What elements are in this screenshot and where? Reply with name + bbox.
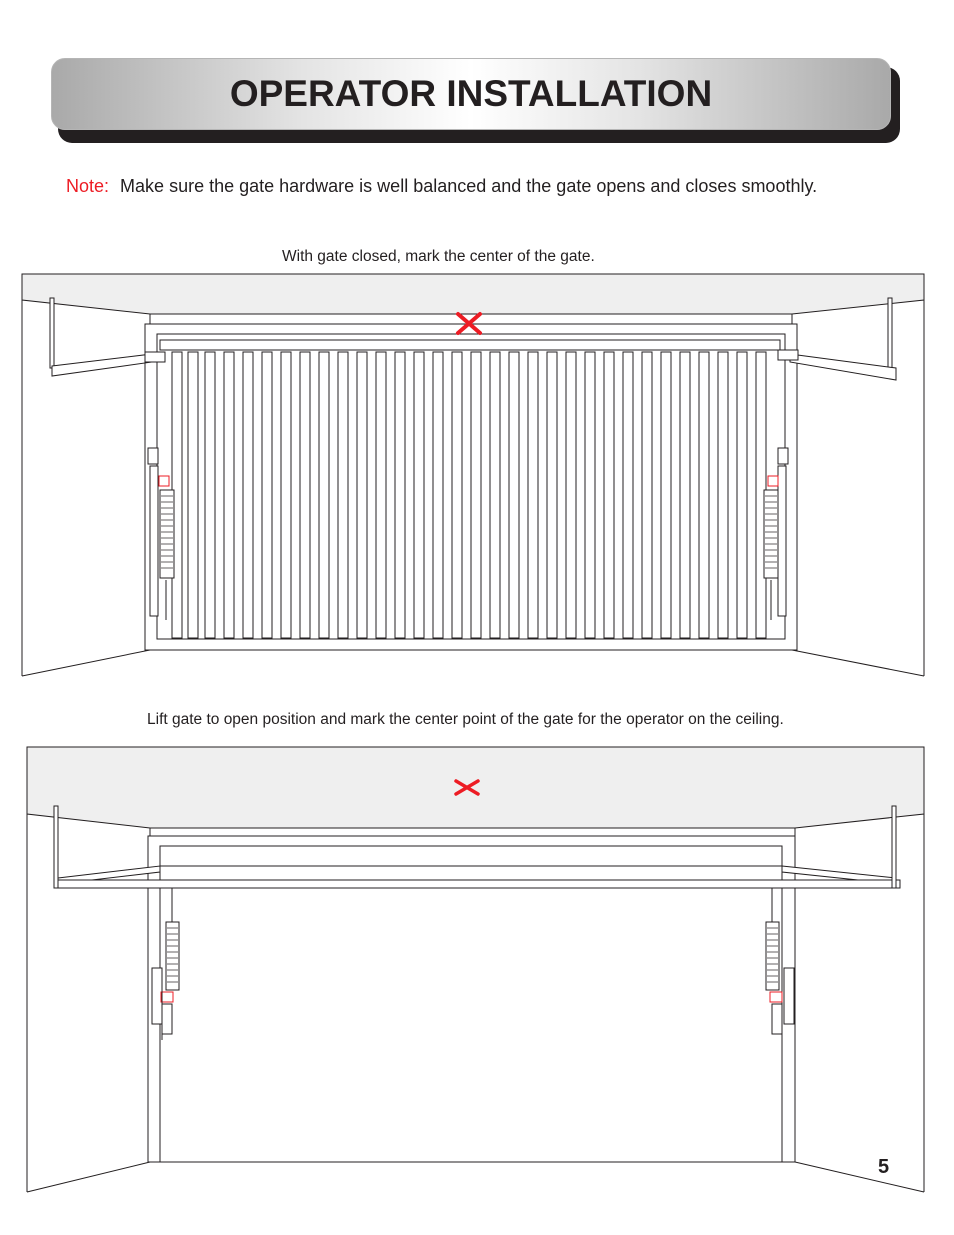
note-text: Make sure the gate hardware is well balanced and the gate opens and closes smoothly.: [120, 176, 818, 196]
page-number: 5: [878, 1156, 890, 1178]
step1-caption: With gate closed, mark the center of the gate.: [282, 248, 595, 265]
note: [66, 176, 817, 197]
note-label: Note:: [66, 176, 110, 196]
gate-open-illustration: [0, 740, 954, 1210]
gate-closed-illustration: [0, 270, 954, 680]
step2-caption: Lift gate to open position and mark the center point of the gate for the operator on the ceiling.: [147, 711, 784, 728]
page-title: OPERATOR INSTALLATION: [229, 73, 713, 114]
header-bar: [51, 58, 891, 130]
